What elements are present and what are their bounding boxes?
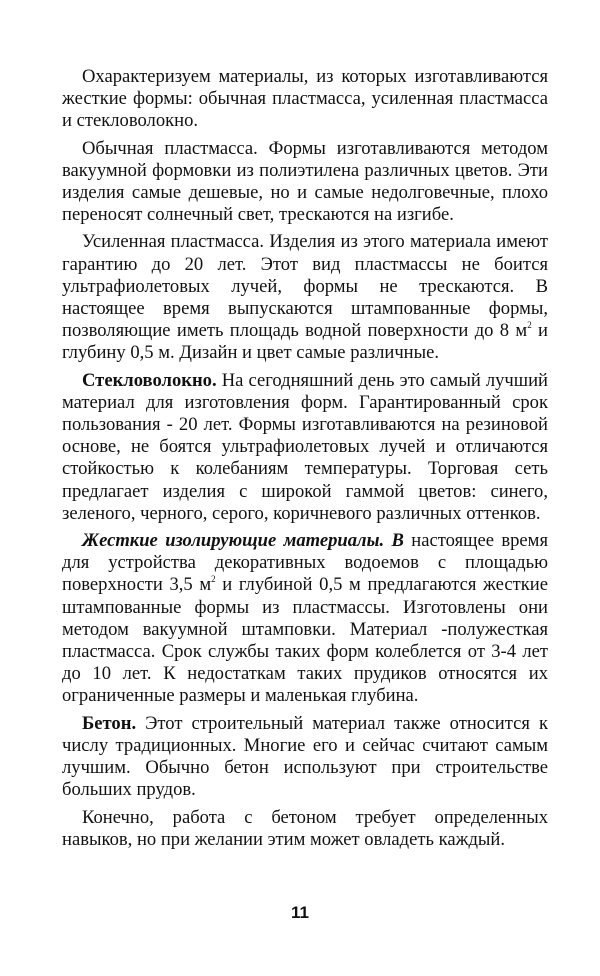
paragraph-ordinary-plastic (62, 138, 548, 227)
paragraph-text: и глубиной 0,5 м предлагаются жесткие штампованные формы из пластмассы. Изготовлены они методом вакуумной штамповки. Материал -полужесткая пластмасса. Срок службы таких форм колеблется от 3-4 лет до 10 лет. К недостаткам таких прудиков относятся их ограниченные размеры и маленькая глубина. (62, 574, 548, 707)
paragraph-text: На сегодняшний день это самый лучший материал для изготовления форм. Гарантированный срок пользования - 20 лет. Формы изготавливаются на резиновой основе, не боятся ультрафиолетовых лучей и отличаются стойкостью к колебаниям температуры. Торговая сеть предлагает изделия с широкой гаммой цветов: синего, зеленого, черного, серого, коричневого различных оттенков. (62, 369, 548, 524)
paragraph-fiberglass (62, 370, 548, 525)
paragraph-text: Усиленная пластмасса. Изделия из этого материала имеют гарантию до 20 лет. Этот вид пластмассы не боится ультрафиолетовых лучей, формы не трескаются. В настоящее время выпускаются штампованные формы, позволяющие иметь площадь водной поверхности до 8 м (62, 231, 548, 342)
page-number: 11 (291, 903, 309, 922)
paragraph-text: Этот строительный материал также относится к числу традиционных. Многие его и сейчас считают самым лучшим. Обычно бетон используют при строительстве больших прудов. (62, 712, 548, 801)
paragraph-concrete (62, 713, 548, 802)
paragraph-text: настоящее время для устройства декоративных водоемов с площадью поверхности 3,5 м (62, 530, 548, 596)
paragraph-lead: Стекловолокно. (82, 369, 217, 391)
paragraph-text: Охарактеризуем материалы, из которых изготавливаются жесткие формы: обычная пластмасса, усиленная пластмасса и стекловолокно. (62, 66, 548, 132)
paragraph-reinforced-plastic (62, 231, 548, 364)
paragraph-text: Конечно, работа с бетоном требует определенных навыков, но при желании этим может овладеть каждый. (62, 806, 548, 850)
paragraph-conclusion (62, 807, 548, 851)
paragraph-lead: Жесткие изолирующие материалы. В (82, 530, 404, 552)
paragraph-text: и глубину 0,5 м. Дизайн и цвет самые различные. (62, 320, 548, 364)
superscript-square: 2 (211, 574, 216, 585)
paragraph-intro (62, 66, 548, 133)
page-body (62, 66, 548, 856)
superscript-square: 2 (527, 320, 532, 331)
paragraph-lead: Бетон. (82, 712, 137, 734)
paragraph-rigid-materials (62, 530, 548, 708)
paragraph-text: Обычная пластмасса. Формы изготавливаются методом вакуумной формовки из полиэтилена различных цветов. Эти изделия самые дешевые, но и самые недолговечные, плохо переносят солнечный свет, трескаются на изгибе. (62, 137, 548, 226)
